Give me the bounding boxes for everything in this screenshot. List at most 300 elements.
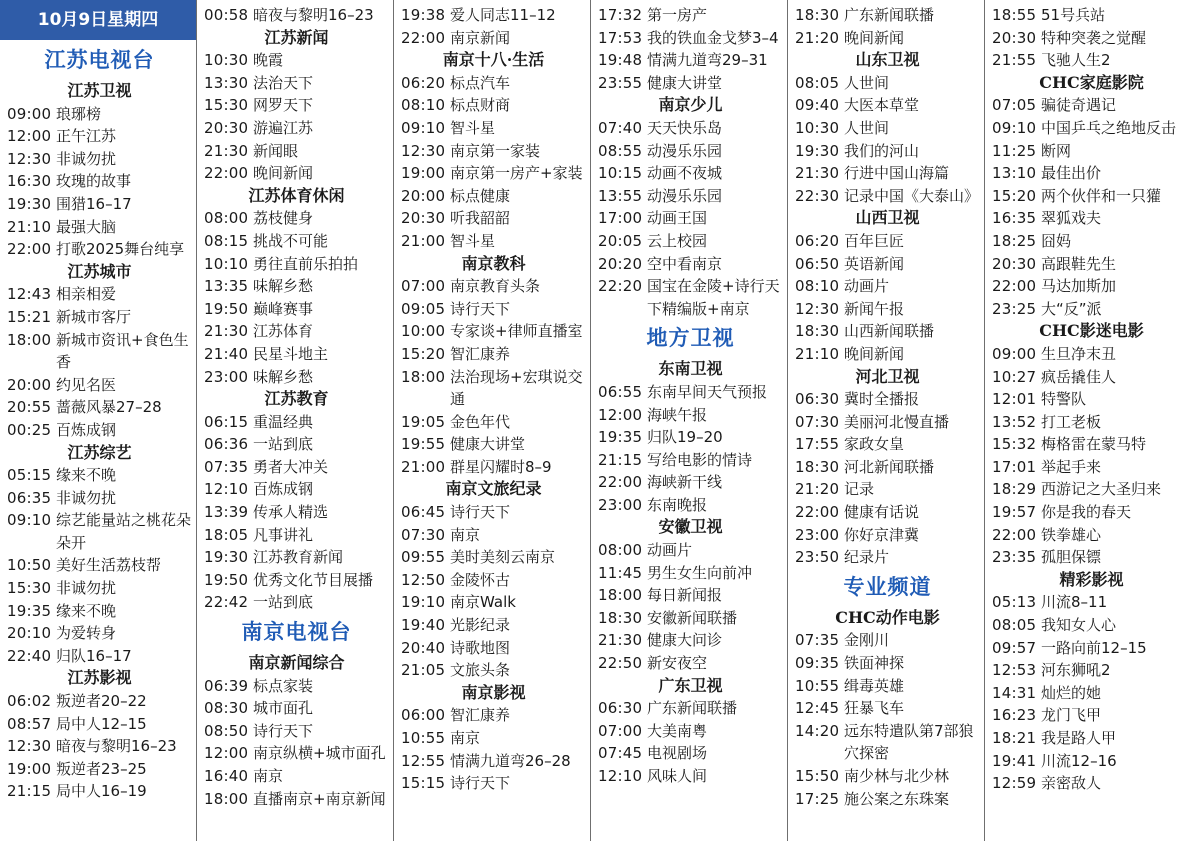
program-title: 南京 <box>253 767 284 785</box>
program-row <box>598 539 783 562</box>
program-title: 高跟鞋先生 <box>1041 254 1117 273</box>
program-title: 挑战不可能 <box>253 231 329 250</box>
program-row <box>992 94 1191 117</box>
program-title: 美好生活荔枝帮 <box>56 556 162 575</box>
program-time: 19:05 <box>401 412 446 431</box>
program-row <box>992 49 1191 72</box>
program-time: 22:50 <box>598 654 643 673</box>
program-time: 12:00 <box>204 744 249 763</box>
program-title: 云上校园 <box>647 231 708 250</box>
program-title: 标点汽车 <box>450 73 511 92</box>
date-header: 10月9日星期四 <box>0 0 196 40</box>
program-time: 20:30 <box>992 254 1037 273</box>
program-title: 诗歌地图 <box>450 638 511 657</box>
program-time: 10:27 <box>992 367 1037 386</box>
program-row <box>992 750 1191 773</box>
program-title: 百炼成钢 <box>253 480 314 499</box>
program-row <box>992 727 1191 750</box>
program-row <box>7 329 192 374</box>
program-time: 23:00 <box>598 495 643 514</box>
program-row <box>401 411 586 434</box>
channel-heading: CHC动作电影 <box>835 607 940 627</box>
program-time: 22:42 <box>204 593 249 612</box>
program-title: 法治现场+宏琪说交通 <box>450 367 583 409</box>
program-title: 飞驰人生2 <box>1041 51 1111 70</box>
program-title: 动画不夜城 <box>647 164 723 183</box>
program-time: 11:25 <box>992 141 1037 160</box>
program-row <box>204 742 389 765</box>
listing-column-2 <box>197 0 394 841</box>
program-time: 17:00 <box>598 209 643 228</box>
program-title: 玫瑰的故事 <box>56 172 132 191</box>
program-time: 19:35 <box>7 601 52 620</box>
program-title: 情满九道弯26–28 <box>450 751 571 770</box>
program-row <box>992 772 1191 795</box>
program-time: 12:00 <box>598 405 643 424</box>
program-time: 06:39 <box>204 676 249 695</box>
program-row <box>401 637 586 660</box>
program-time: 09:55 <box>401 548 446 567</box>
program-time: 21:15 <box>7 782 52 801</box>
program-time: 07:35 <box>204 457 249 476</box>
program-time: 12:50 <box>401 570 446 589</box>
program-row <box>401 320 586 343</box>
program-title: 生旦净末丑 <box>1041 344 1117 363</box>
program-time: 22:30 <box>795 186 840 205</box>
program-row <box>401 117 586 140</box>
program-row <box>401 4 586 27</box>
program-row <box>204 162 389 185</box>
program-row <box>795 117 980 140</box>
program-row <box>401 433 586 456</box>
program-row <box>795 4 980 27</box>
program-time: 10:55 <box>795 676 840 695</box>
program-title: 缉毒英雄 <box>844 676 905 695</box>
program-time: 13:10 <box>992 164 1037 183</box>
program-title: 百炼成钢 <box>56 420 117 439</box>
program-time: 07:00 <box>598 721 643 740</box>
program-time: 20:30 <box>401 209 446 228</box>
channel-heading: 东南卫视 <box>658 359 723 379</box>
program-row <box>401 343 586 366</box>
program-time: 15:30 <box>7 579 52 598</box>
program-title: 冀时全播报 <box>844 390 920 409</box>
program-time: 17:53 <box>598 28 643 47</box>
program-time: 23:00 <box>204 367 249 386</box>
program-row <box>7 509 192 554</box>
program-row <box>992 456 1191 479</box>
channel-heading: 安徽卫视 <box>658 517 723 537</box>
program-row <box>992 433 1191 456</box>
program-row <box>401 207 586 230</box>
program-time: 17:32 <box>598 6 643 24</box>
program-time: 19:50 <box>204 570 249 589</box>
program-time: 12:53 <box>992 661 1037 680</box>
program-time: 09:10 <box>992 118 1037 137</box>
program-time: 21:10 <box>795 344 840 363</box>
program-title: 国宝在金陵+诗行天下精编版+南京 <box>647 277 780 318</box>
program-row <box>7 713 192 736</box>
program-row <box>401 366 586 411</box>
channel-heading: 江苏综艺 <box>67 442 132 462</box>
program-title: 每日新闻报 <box>647 586 723 605</box>
program-title: 囧妈 <box>1041 231 1072 250</box>
program-title: 南京新闻 <box>450 28 511 47</box>
program-time: 18:00 <box>7 330 52 349</box>
channel-heading: 江苏城市 <box>67 261 132 281</box>
program-time: 19:38 <box>401 6 446 24</box>
program-time: 22:20 <box>598 277 643 296</box>
program-time: 19:40 <box>401 616 446 635</box>
program-title: 晚间新闻 <box>844 344 905 363</box>
program-title: 巅峰赛事 <box>253 299 314 318</box>
program-title: 蔷薇风暴27–28 <box>56 398 162 417</box>
program-time: 19:48 <box>598 51 643 70</box>
program-title: 文旅头条 <box>450 661 511 680</box>
program-row <box>401 501 586 524</box>
program-time: 21:00 <box>401 231 446 250</box>
program-row <box>598 140 783 163</box>
program-time: 07:00 <box>401 277 446 296</box>
program-title: 非诚勿扰 <box>56 488 117 507</box>
program-row <box>401 569 586 592</box>
program-time: 19:30 <box>795 141 840 160</box>
program-time: 09:00 <box>7 104 52 123</box>
program-title: 爱人同志11–12 <box>450 6 556 24</box>
program-row <box>401 546 586 569</box>
program-row <box>7 306 192 329</box>
program-time: 20:20 <box>598 254 643 273</box>
program-time: 18:00 <box>598 586 643 605</box>
program-row <box>598 27 783 50</box>
program-row <box>795 253 980 276</box>
program-title: 专家谈+律师直播室 <box>450 322 583 341</box>
program-time: 17:55 <box>795 435 840 454</box>
program-row <box>204 765 389 788</box>
program-row <box>795 546 980 569</box>
program-title: 一站到底 <box>253 435 314 454</box>
program-row <box>795 162 980 185</box>
program-title: 第一房产 <box>647 6 708 24</box>
listing-column-3 <box>394 0 591 841</box>
program-row <box>992 637 1191 660</box>
program-title: 约见名医 <box>56 375 117 394</box>
program-title: 重温经典 <box>253 412 314 431</box>
program-time: 19:00 <box>7 759 52 778</box>
program-title: 动画片 <box>844 277 890 296</box>
program-time: 16:30 <box>7 172 52 191</box>
program-title: 男生女生向前冲 <box>647 563 753 582</box>
program-row <box>598 652 783 675</box>
program-title: 中国乒乓之绝地反击 <box>1041 118 1177 137</box>
program-time: 06:30 <box>598 699 643 718</box>
program-row <box>204 207 389 230</box>
program-title: 打工老板 <box>1041 412 1102 431</box>
program-time: 21:20 <box>795 28 840 47</box>
program-time: 09:57 <box>992 638 1037 657</box>
program-title: 打歌2025舞台纯享 <box>56 240 185 259</box>
program-title: 川流12–16 <box>1041 751 1117 770</box>
program-time: 22:00 <box>992 525 1037 544</box>
program-row <box>204 720 389 743</box>
program-time: 23:55 <box>598 73 643 92</box>
program-title: 局中人12–15 <box>56 714 147 733</box>
program-row <box>795 629 980 652</box>
program-row <box>7 645 192 668</box>
program-row <box>992 546 1191 569</box>
program-time: 12:00 <box>7 127 52 146</box>
channel-heading: 江苏新闻 <box>264 27 329 47</box>
program-title: 空中看南京 <box>647 254 723 273</box>
program-time: 08:57 <box>7 714 52 733</box>
program-row <box>992 117 1191 140</box>
program-row <box>401 27 586 50</box>
channel-heading: 山西卫视 <box>855 208 920 228</box>
program-time: 08:15 <box>204 231 249 250</box>
program-time: 12:30 <box>7 149 52 168</box>
program-time: 13:55 <box>598 186 643 205</box>
program-row <box>795 411 980 434</box>
program-title: 局中人16–19 <box>56 782 147 801</box>
program-row <box>7 125 192 148</box>
program-title: 断网 <box>1041 141 1072 160</box>
program-title: 南京 <box>450 525 481 544</box>
program-title: 施公案之东珠案 <box>844 789 950 808</box>
program-time: 00:25 <box>7 420 52 439</box>
program-row <box>204 298 389 321</box>
program-title: 英语新闻 <box>844 254 905 273</box>
program-title: 安徽新闻联播 <box>647 608 738 627</box>
program-time: 20:00 <box>401 186 446 205</box>
program-title: 行进中国山海篇 <box>844 164 950 183</box>
program-time: 12:10 <box>204 480 249 499</box>
program-row <box>795 94 980 117</box>
program-time: 18:05 <box>204 525 249 544</box>
program-title: 标点财商 <box>450 96 511 115</box>
program-row <box>598 162 783 185</box>
program-row <box>401 72 586 95</box>
program-time: 09:05 <box>401 299 446 318</box>
program-time: 21:40 <box>204 344 249 363</box>
program-row <box>7 148 192 171</box>
program-row <box>401 162 586 185</box>
program-time: 18:30 <box>795 322 840 341</box>
program-time: 08:05 <box>795 73 840 92</box>
program-row <box>598 629 783 652</box>
program-row <box>204 591 389 614</box>
program-time: 20:00 <box>7 375 52 394</box>
program-time: 06:36 <box>204 435 249 454</box>
program-title: 光影纪录 <box>450 616 511 635</box>
program-row <box>401 704 586 727</box>
program-time: 12:30 <box>7 737 52 756</box>
program-time: 13:30 <box>204 73 249 92</box>
channel-heading: 河北卫视 <box>855 366 920 386</box>
program-row <box>204 366 389 389</box>
program-row <box>992 704 1191 727</box>
program-row <box>7 780 192 803</box>
program-title: 游遍江苏 <box>253 118 314 137</box>
program-title: 亲密敌人 <box>1041 774 1102 793</box>
program-row <box>204 501 389 524</box>
program-time: 20:30 <box>204 118 249 137</box>
program-title: 海峡午报 <box>647 405 708 424</box>
program-title: 标点健康 <box>450 186 511 205</box>
program-time: 09:10 <box>7 511 52 530</box>
program-time: 17:25 <box>795 789 840 808</box>
program-time: 15:21 <box>7 307 52 326</box>
program-row <box>401 591 586 614</box>
program-title: 标点家装 <box>253 676 314 695</box>
program-row <box>204 230 389 253</box>
program-row <box>598 765 783 788</box>
program-row <box>7 374 192 397</box>
program-title: 荔枝健身 <box>253 209 314 228</box>
program-time: 19:50 <box>204 299 249 318</box>
program-row <box>7 735 192 758</box>
program-row <box>401 524 586 547</box>
program-row <box>7 690 192 713</box>
program-row <box>598 381 783 404</box>
program-row <box>204 569 389 592</box>
program-title: 一路向前12–15 <box>1041 638 1147 657</box>
channel-heading: 南京少儿 <box>658 95 723 115</box>
program-time: 06:20 <box>401 73 446 92</box>
program-time: 12:10 <box>598 767 643 785</box>
program-title: 家政女皇 <box>844 435 905 454</box>
program-time: 22:00 <box>992 277 1037 296</box>
program-time: 07:35 <box>795 631 840 650</box>
program-time: 08:50 <box>204 721 249 740</box>
program-time: 21:30 <box>598 631 643 650</box>
program-title: 记录中国《大泰山》 <box>844 186 980 205</box>
program-row <box>204 253 389 276</box>
program-row <box>992 343 1191 366</box>
program-title: 百年巨匠 <box>844 231 905 250</box>
program-time: 08:55 <box>598 141 643 160</box>
program-time: 22:00 <box>7 240 52 259</box>
channel-heading: CHC影迷电影 <box>1039 321 1144 341</box>
program-time: 19:57 <box>992 503 1037 522</box>
program-time: 06:45 <box>401 503 446 522</box>
program-time: 13:39 <box>204 503 249 522</box>
program-time: 10:50 <box>7 556 52 575</box>
program-title: 法治天下 <box>253 73 314 92</box>
program-time: 14:31 <box>992 683 1037 702</box>
program-time: 20:40 <box>401 638 446 657</box>
program-row <box>795 697 980 720</box>
program-time: 12:30 <box>795 299 840 318</box>
program-time: 18:30 <box>795 6 840 24</box>
program-time: 12:30 <box>401 141 446 160</box>
program-row <box>795 275 980 298</box>
program-row <box>204 140 389 163</box>
program-title: 东南晚报 <box>647 495 708 514</box>
program-row <box>795 388 980 411</box>
program-row <box>204 49 389 72</box>
program-time: 06:02 <box>7 692 52 711</box>
program-time: 07:40 <box>598 118 643 137</box>
program-row <box>204 275 389 298</box>
program-title: 河东狮吼2 <box>1041 661 1111 680</box>
program-title: 大“反”派 <box>1041 299 1102 318</box>
program-row <box>992 388 1191 411</box>
program-time: 18:29 <box>992 480 1037 499</box>
program-row <box>598 117 783 140</box>
listing-column-6 <box>985 0 1195 841</box>
program-title: 最强大脑 <box>56 217 117 236</box>
program-row <box>992 411 1191 434</box>
program-time: 09:40 <box>795 96 840 115</box>
program-row <box>795 343 980 366</box>
program-row <box>204 117 389 140</box>
program-row <box>598 562 783 585</box>
program-time: 16:40 <box>204 767 249 785</box>
program-time: 07:05 <box>992 96 1037 115</box>
program-title: 琅琊榜 <box>56 104 102 123</box>
program-row <box>992 275 1191 298</box>
program-time: 21:30 <box>204 141 249 160</box>
program-time: 18:21 <box>992 729 1037 747</box>
program-time: 00:58 <box>204 6 249 24</box>
program-time: 19:35 <box>598 428 643 447</box>
program-time: 18:30 <box>795 457 840 476</box>
program-title: 新闻眼 <box>253 141 299 160</box>
channel-heading: 南京影视 <box>461 682 526 702</box>
program-title: 金刚川 <box>844 631 890 650</box>
program-time: 05:15 <box>7 466 52 485</box>
program-title: 勇者大冲关 <box>253 457 329 476</box>
program-title: 你好京津冀 <box>844 525 920 544</box>
program-row <box>795 765 980 788</box>
program-row <box>204 478 389 501</box>
program-title: 勇往直前乐拍拍 <box>253 254 359 273</box>
program-title: 东南早间天气预报 <box>647 382 768 401</box>
program-row <box>795 72 980 95</box>
program-time: 07:30 <box>795 412 840 431</box>
program-title: 智斗星 <box>450 118 496 137</box>
program-row <box>204 320 389 343</box>
program-title: 两个伙伴和一只獾 <box>1041 186 1162 205</box>
program-time: 07:30 <box>401 525 446 544</box>
program-time: 21:55 <box>992 51 1037 70</box>
program-time: 08:30 <box>204 699 249 718</box>
program-title: 风味人间 <box>647 767 708 785</box>
channel-heading: 南京十八·生活 <box>442 50 545 70</box>
program-row <box>7 622 192 645</box>
program-time: 10:55 <box>401 729 446 747</box>
program-title: 金色年代 <box>450 412 511 431</box>
program-time: 18:55 <box>992 6 1037 24</box>
program-title: 纪录片 <box>844 548 890 567</box>
program-time: 12:43 <box>7 285 52 304</box>
program-title: 河北新闻联播 <box>844 457 935 476</box>
program-row <box>795 140 980 163</box>
listing-column-1 <box>0 0 197 841</box>
program-time: 06:35 <box>7 488 52 507</box>
program-title: 动画片 <box>647 541 693 560</box>
program-row <box>598 494 783 517</box>
program-time: 12:55 <box>401 751 446 770</box>
program-title: 美时美刻云南京 <box>450 548 556 567</box>
program-title: 美丽河北慢直播 <box>844 412 950 431</box>
program-row <box>204 4 389 27</box>
program-title: 诗行天下 <box>253 721 314 740</box>
program-row <box>795 230 980 253</box>
program-row <box>401 727 586 750</box>
program-title: 缘来不晚 <box>56 601 117 620</box>
program-title: 记录 <box>844 480 875 499</box>
